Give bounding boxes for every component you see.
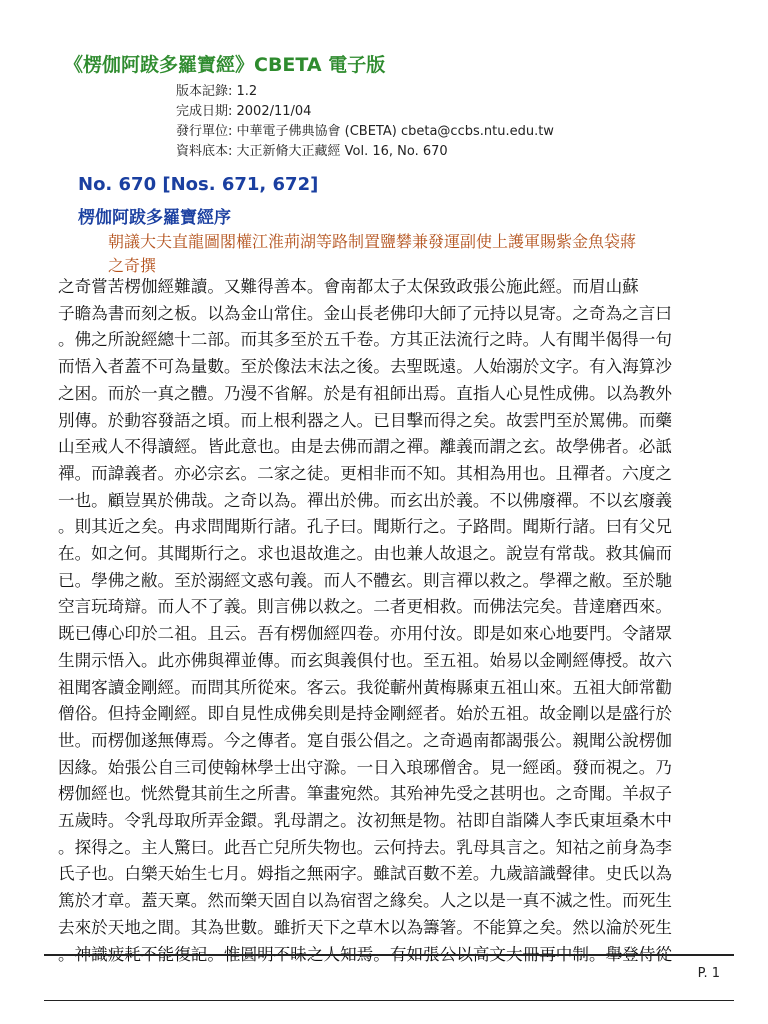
body-line: 五歲時。令乳母取所弄金鐶。乳母謂之。汝初無是物。祜即自詣隣人李氏東垣桑木中: [58, 811, 672, 831]
body-line: 別傳。於動容發語之頃。而上根利器之人。已目擊而得之矣。故雲門至於罵佛。而藥: [58, 410, 672, 430]
body-line: 一也。顧豈異於佛哉。之奇以為。禪出於佛。而玄出於義。不以佛廢禪。不以玄廢義: [58, 490, 672, 510]
body-line: 因緣。始張公自三司使翰林學士出守滁。一日入琅琊僧舍。見一經函。發而視之。乃: [58, 757, 672, 777]
meta-source: 資料底本: 大正新脩大正藏經 Vol. 16, No. 670: [176, 144, 448, 159]
body-line: 祖聞客讀金剛經。而問其所從來。客云。我從蘄州黃梅縣東五祖山來。五祖大師常勸: [58, 677, 672, 697]
sutra-number: No. 670 [Nos. 671, 672]: [78, 174, 319, 195]
meta-date: 完成日期: 2002/11/04: [176, 104, 312, 119]
body-line: 山至戒人不得讀經。皆此意也。由是去佛而謂之禪。離義而謂之玄。故學佛者。必詆: [58, 437, 672, 457]
body-line: 去來於天地之間。其為世數。雖折天下之草木以為籌箸。不能算之矣。然以淪於死生: [58, 917, 672, 937]
body-line: 篤於才章。蓋天稟。然而樂天固自以為宿習之緣矣。人之以是一真不滅之性。而死生: [58, 891, 672, 911]
body-line: 。佛之所說經總十二部。而其多至於五千卷。方其正法流行之時。人有聞半偈得一句: [58, 330, 672, 350]
body-line: 僧俗。但持金剛經。即自見性成佛矣則是持金剛經者。始於五祖。故金剛以是盛行於: [58, 704, 672, 724]
author-block: [108, 230, 728, 278]
body-line: 子瞻為書而刻之板。以為金山常住。金山長老佛印大師了元持以見寄。之奇為之言曰: [58, 303, 672, 323]
body-line: 之困。而於一真之體。乃漫不省解。於是有祖師出焉。直指人心見性成佛。以為教外: [58, 383, 672, 403]
body-line: 空言玩琦辯。而人不了義。則言佛以救之。二者更相救。而佛法完矣。昔達磨西來。: [58, 597, 672, 617]
author-line: 朝議大夫直龍圖閣權江淮荊湖等路制置鹽礬兼發運副使上護軍賜紫金魚袋蔣: [108, 232, 637, 251]
body-line: 。神識疲耗不能復記。惟圓明不昧之人知焉。有如張公以高文大冊再中制。舉登侍從: [58, 944, 672, 964]
body-line: 。則其近之矣。冉求問聞斯行諸。孔子曰。聞斯行之。子路問。聞斯行諸。曰有父兄: [58, 517, 672, 537]
body-text: [58, 274, 748, 968]
footer-divider-top: [44, 954, 734, 956]
body-line: 生開示悟入。此亦佛與禪並傳。而玄與義俱付也。至五祖。始易以金剛經傳授。故六: [58, 650, 672, 670]
body-line: 。探得之。主人驚曰。此吾亡兒所失物也。云何持去。乳母具言之。知祜之前身為李: [58, 837, 672, 857]
author-line: 之奇撰: [108, 256, 157, 275]
body-line: 之奇嘗苦楞伽經難讀。又難得善本。會南都太子太保致政張公施此經。而眉山蘇: [58, 277, 639, 296]
section-title: 楞伽阿跋多羅寶經序: [78, 208, 231, 228]
body-line: 世。而楞伽遂無傳焉。今之傳者。寔自張公倡之。之奇過南都謁張公。親聞公說楞伽: [58, 730, 672, 750]
footer-divider-bottom: [44, 1000, 734, 1001]
body-line: 禪。而諱義者。亦必宗玄。二家之徒。更相非而不知。其相為用也。且禪者。六度之: [58, 463, 672, 483]
body-line: 楞伽經也。恍然覺其前生之所書。筆畫宛然。其殆神先受之甚明也。之奇聞。羊叔子: [58, 784, 672, 804]
meta-publisher: 發行單位: 中華電子佛典協會 (CBETA) cbeta@ccbs.ntu.edu.tw: [176, 124, 554, 139]
body-line: 既已傳心印於二祖。且云。吾有楞伽經四卷。亦用付汝。即是如來心地要門。令諸眾: [58, 624, 672, 644]
body-line: 已。學佛之敝。至於溺經文惑句義。而人不體玄。則言禪以救之。學禪之敝。至於馳: [58, 570, 672, 590]
body-line: 而悟入者蓋不可為量數。至於像法末法之後。去聖既遠。人始溺於文字。有入海算沙: [58, 357, 672, 377]
document-title: 《楞伽阿跋多羅寶經》CBETA 電子版: [64, 54, 386, 76]
meta-version: 版本記錄: 1.2: [176, 84, 258, 99]
version-info: [176, 82, 554, 162]
body-line: 在。如之何。其聞斯行之。求也退故進之。由也兼人故退之。說豈有常哉。救其偏而: [58, 544, 672, 564]
body-line: 氏子也。白樂天始生七月。姆指之無兩字。雖試百數不差。九歲諳識聲律。史氏以為: [58, 864, 672, 884]
page-number: P. 1: [697, 966, 720, 981]
